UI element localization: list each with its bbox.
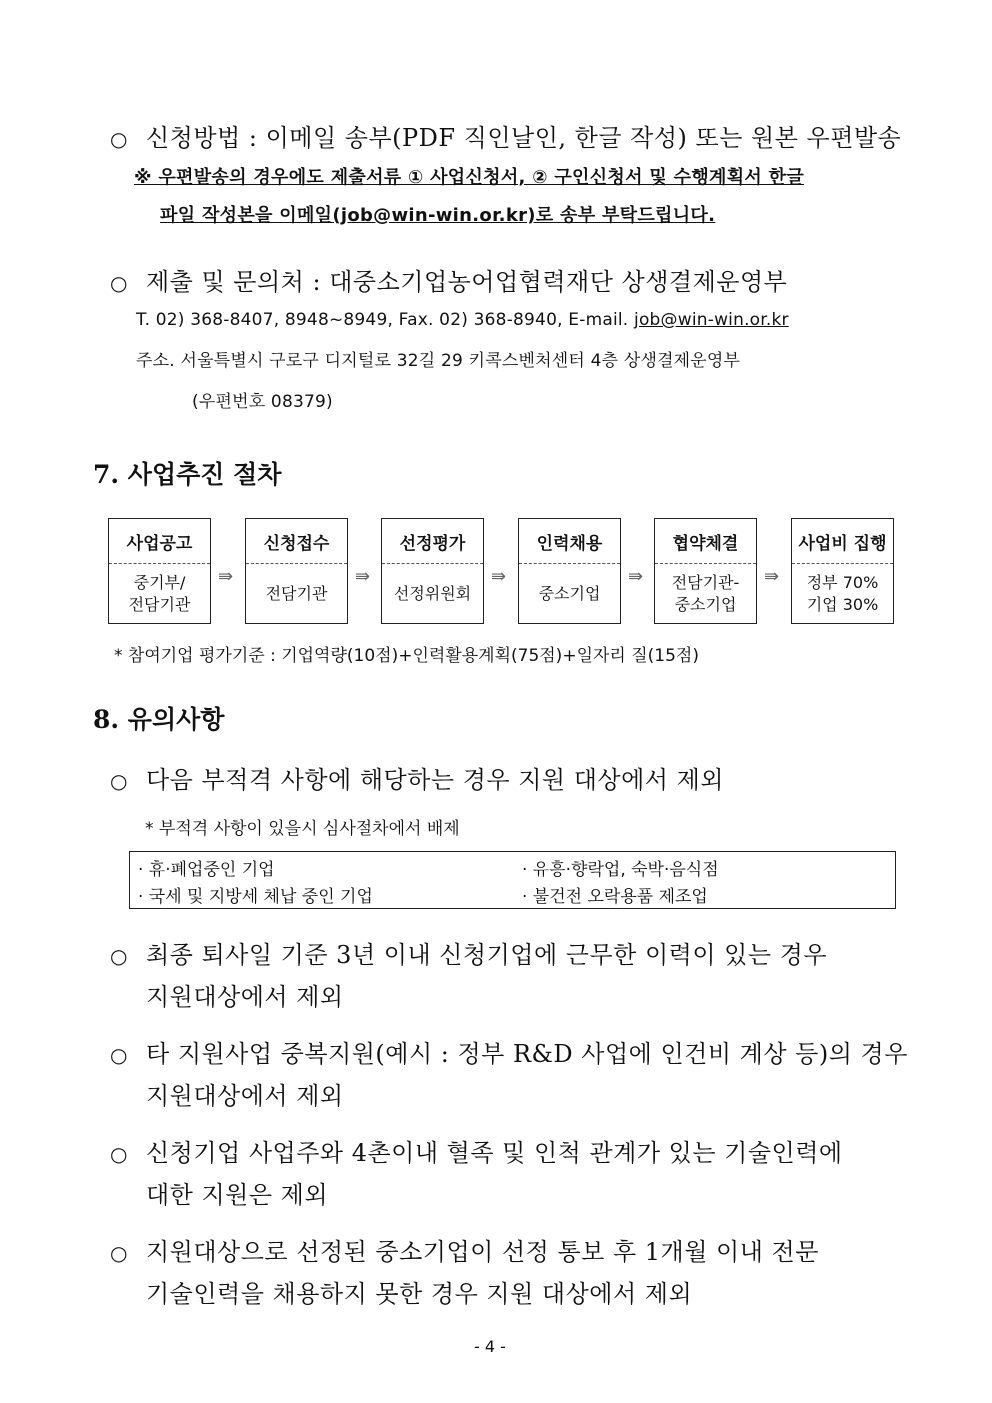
phone-line	[136, 310, 789, 330]
arrow-icon: ⇛	[491, 566, 507, 587]
step-evaluation	[381, 518, 484, 624]
ineligible-note: * 부적격 사항이 있을시 심사절차에서 배제	[145, 819, 460, 839]
step-title: 신청접수	[246, 519, 347, 564]
ineligible-item: · 휴·폐업중인 기업	[138, 860, 275, 880]
step-actor: 전담기관- 중소기업	[671, 573, 740, 614]
caution-text: 다음 부적격 사항에 해당하는 경우 지원 대상에서 제외	[146, 766, 724, 794]
caution-item-3	[110, 1034, 908, 1069]
caution-text: 타 지원사업 중복지원(예시 : 정부 R&D 사업에 인건비 계상 등)의 경우	[146, 1040, 908, 1068]
caution-text: 지원대상으로 선정된 중소기업이 선정 통보 후 1개월 이내 전문	[146, 1238, 819, 1266]
postal-code: (우편번호 08379)	[192, 392, 333, 412]
caution-text: 최종 퇴사일 기준 3년 이내 신청기업에 근무한 이력이 있는 경우	[146, 941, 828, 969]
caution-text: 신청기업 사업주와 4촌이내 혈족 및 인척 관계가 있는 기술인력에	[146, 1139, 843, 1167]
arrow-icon: ⇛	[628, 566, 644, 587]
application-method-text: 신청방법 : 이메일 송부(PDF 직인날인, 한글 작성) 또는 원본 우편발송	[146, 124, 902, 152]
bullet-mark: ○	[110, 1043, 128, 1067]
ineligible-item: · 유흥·향락업, 숙박·음식점	[522, 860, 719, 880]
bullet-mark: ○	[110, 1241, 128, 1265]
step-agreement	[654, 518, 757, 624]
step-actor: 선정위원회	[393, 584, 472, 603]
bullet-mark: ○	[110, 1142, 128, 1166]
caution-item-2	[110, 935, 827, 970]
bullet-mark: ○	[110, 271, 128, 295]
step-title: 선정평가	[382, 519, 483, 564]
arrow-icon: ⇛	[764, 566, 780, 587]
section-8-heading: 8. 유의사항	[93, 705, 225, 734]
caution-item-4	[110, 1133, 843, 1168]
step-title: 사업공고	[109, 519, 210, 564]
caution-item-5	[110, 1232, 819, 1267]
arrow-icon: ⇛	[355, 566, 371, 587]
step-title: 인력채용	[519, 519, 620, 564]
application-method-line	[110, 118, 901, 153]
step-actor: 정부 70% 기업 30%	[806, 573, 879, 614]
mail-note-line-2: 파일 작성본을 이메일(job@win-win.or.kr)로 송부 부탁드립니다.	[160, 205, 716, 226]
step-announcement	[108, 518, 211, 624]
step-funding	[791, 518, 894, 624]
step-actor: 중기부/ 전담기관	[128, 573, 191, 614]
ineligible-item: · 불건전 오락용품 제조업	[522, 887, 708, 907]
bullet-mark: ○	[110, 944, 128, 968]
ineligible-table	[129, 851, 896, 909]
step-actor: 중소기업	[538, 584, 601, 603]
page-number: - 4 -	[474, 1337, 506, 1356]
bullet-mark: ○	[110, 127, 128, 151]
section-7-heading: 7. 사업추진 절차	[93, 460, 282, 489]
address-line: 주소. 서울특별시 구로구 디지털로 32길 29 키콕스벤처센터 4층 상생결제운영부	[136, 351, 741, 371]
phone-text: T. 02) 368-8407, 8948~8949, Fax. 02) 368-8940, E-mail.	[136, 310, 629, 330]
step-hiring	[518, 518, 621, 624]
caution-item-4-cont: 대한 지원은 제외	[146, 1181, 329, 1209]
caution-item-2-cont: 지원대상에서 제외	[146, 983, 344, 1011]
caution-item-5-cont: 기술인력을 채용하지 못한 경우 지원 대상에서 제외	[146, 1280, 693, 1308]
caution-item-3-cont: 지원대상에서 제외	[146, 1082, 344, 1110]
step-title: 사업비 집행	[792, 519, 893, 564]
contact-text: 제출 및 문의처 : 대중소기업농어업협력재단 상생결제운영부	[146, 268, 788, 296]
mail-note-line-1: ※ 우편발송의 경우에도 제출서류 ① 사업신청서, ② 구인신청서 및 수행계획서 한글	[134, 167, 805, 188]
contact-line	[110, 262, 787, 297]
caution-item-1	[110, 760, 724, 795]
email-link[interactable]: job@win-win.or.kr	[634, 310, 789, 330]
bullet-mark: ○	[110, 769, 128, 793]
step-application	[245, 518, 348, 624]
step-title: 협약체결	[655, 519, 756, 564]
arrow-icon: ⇛	[218, 566, 234, 587]
evaluation-criteria: * 참여기업 평가기준 : 기업역량(10점)+인력활용계획(75점)+일자리 질(15점)	[114, 646, 699, 666]
ineligible-item: · 국세 및 지방세 체납 중인 기업	[138, 887, 373, 907]
step-actor: 전담기관	[265, 584, 328, 603]
